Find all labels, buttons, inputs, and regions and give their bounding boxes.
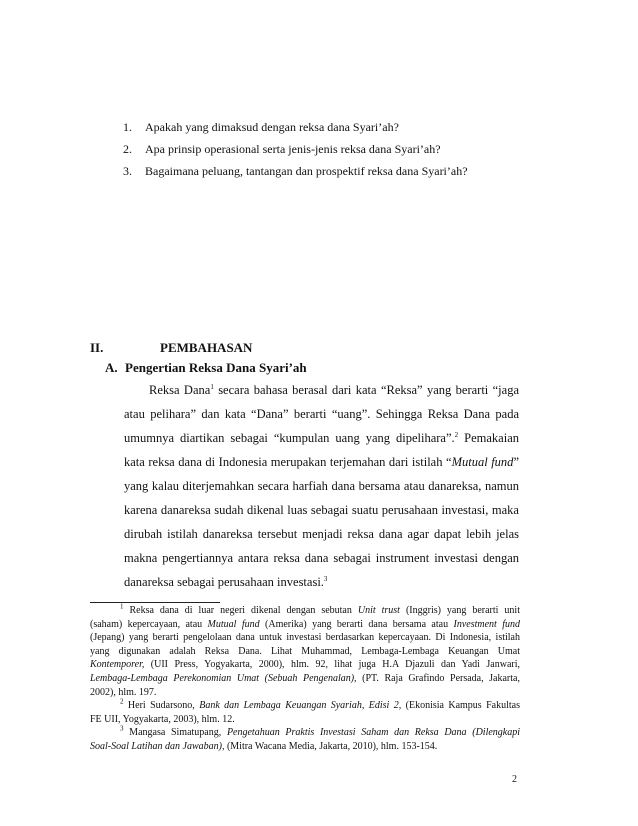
- footnote-number: 3: [120, 725, 124, 734]
- list-text: Bagaimana peluang, tantangan dan prospektif reksa dana Syari’ah?: [145, 164, 468, 178]
- text: umumnya diartikan sebagai “kumpulan uang yang dipelihara”.: [124, 431, 455, 445]
- text: 2002), hlm. 197.: [90, 686, 157, 698]
- text: (PT. Raja Grafindo Persada, Jakarta,: [356, 672, 520, 684]
- text-segment: [90, 672, 520, 686]
- italic-term: Soal-Soal Latihan dan Jawaban),: [90, 740, 225, 752]
- section-title: PEMBAHASAN: [160, 340, 253, 355]
- text: (Amerika) yang berarti dana bersama atau: [259, 618, 454, 630]
- text: (saham) kepercayaan, atau: [90, 618, 208, 630]
- footnote-line: [90, 672, 520, 686]
- text: (UII Press, Yogyakarta, 2000), hlm. 92, lihat juga H.A Djazuli dan Yadi Janwari,: [144, 659, 520, 671]
- text-segment: [120, 604, 520, 618]
- footnote-line: [90, 604, 520, 618]
- italic-term: Mutual fund: [207, 618, 260, 630]
- text: dirubah istilah danareksa tersebut menjadi reksa dana agar dapat lebih jelas: [124, 527, 519, 541]
- text: yang digunakan adalah Reksa Dana. Lihat Muhammad, Lembaga-Lembaga Keuangan Umat: [90, 645, 520, 657]
- paragraph-line: [124, 378, 519, 402]
- subsection-letter: A.: [105, 360, 118, 375]
- text: atau pelihara” dan kata “Dana” berarti “uang”. Sehingga Reksa Dana pada: [124, 407, 519, 421]
- paragraph-line: [124, 474, 519, 498]
- paragraph-line: [124, 570, 519, 594]
- footnote-divider: [90, 602, 220, 603]
- text: FE UII, Yogyakarta, 2003), hlm. 12.: [90, 713, 235, 725]
- text: (Jepang) yang berarti pengelolaan dana untuk investasi berdasarkan kepercayaan. Di Indonesia, istilah: [90, 632, 520, 644]
- list-item: [123, 138, 583, 160]
- paragraph-line: [124, 498, 519, 522]
- text: (Ekonisia Kampus Fakultas: [401, 700, 520, 712]
- body-paragraph: [124, 378, 519, 594]
- section-number: II.: [90, 340, 104, 355]
- italic-term: Investment fund: [453, 618, 520, 630]
- text: Pemakaian: [458, 431, 519, 445]
- list-item: [123, 116, 583, 138]
- italic-term: Bank dan Lembaga Keuangan Syariah, Edisi 2,: [199, 700, 402, 712]
- page-number: 2: [512, 774, 517, 785]
- list-number: 2.: [123, 142, 132, 156]
- paragraph-line: [124, 402, 519, 426]
- footnote-line: [90, 713, 520, 727]
- list-number: 3.: [123, 164, 132, 178]
- footnote-line: [90, 645, 520, 659]
- footnote-number: 2: [120, 697, 124, 706]
- footnote-ref: 2: [454, 430, 459, 439]
- text-segment: [120, 699, 520, 713]
- footnote-line: [90, 699, 520, 713]
- list-item: [123, 160, 583, 182]
- text: (Mitra Wacana Media, Jakarta, 2010), hlm. 153-154.: [224, 740, 438, 752]
- text-segment: [124, 570, 327, 594]
- footnote-line: [90, 686, 520, 700]
- text-segment: [90, 740, 437, 754]
- question-list: [123, 116, 583, 182]
- text: (Inggris) yang berarti unit: [399, 605, 520, 616]
- italic-term: Lembaga-Lembaga Perekonomian Umat (Sebuah Pengenalan),: [90, 672, 357, 684]
- list-number: 1.: [123, 120, 132, 134]
- paragraph-line: [124, 450, 519, 474]
- italic-term: Mutual fund: [451, 455, 514, 469]
- text-segment: [90, 618, 520, 632]
- text: yang kalau diterjemahkan secara harfiah dana bersama atau danareksa, namun: [124, 479, 519, 493]
- footnote-line: [90, 658, 520, 672]
- text: kata reksa dana di Indonesia merupakan terjemahan dari istilah “: [124, 455, 452, 469]
- text-segment: [90, 658, 520, 672]
- text-segment: [149, 378, 519, 402]
- footnote-ref: 3: [323, 574, 328, 583]
- text: ”: [513, 455, 519, 469]
- text: Reksa dana di luar negeri dikenal dengan sebutan: [123, 605, 358, 616]
- text: Mangasa Simatupang,: [123, 727, 227, 739]
- italic-term: Unit trust: [357, 605, 400, 616]
- text: karena danareksa sudah dikenal luas sebagai suatu perusahaan investasi, maka: [124, 503, 519, 517]
- text: danareksa sebagai perusahaan investasi.: [124, 575, 324, 589]
- subsection-title: Pengertian Reksa Dana Syari’ah: [125, 360, 307, 375]
- paragraph-line: [124, 522, 519, 546]
- footnotes: [90, 604, 520, 754]
- text-segment: [124, 426, 519, 450]
- paragraph-line: [124, 546, 519, 570]
- text: Heri Sudarsono,: [123, 700, 200, 712]
- text-segment: [124, 450, 519, 474]
- paragraph-line: [124, 426, 519, 450]
- text: Reksa Dana: [149, 383, 211, 397]
- italic-term: Pengetahuan Praktis Investasi Saham dan Reksa Dana (Dilengkapi: [226, 727, 521, 739]
- section-heading: [90, 340, 252, 356]
- list-text: Apakah yang dimaksud dengan reksa dana Syari’ah?: [145, 120, 399, 134]
- italic-term: Kontemporer,: [90, 659, 145, 671]
- text: secara bahasa berasal dari kata “Reksa” yang berarti “jaga: [213, 383, 520, 397]
- footnote-line: [90, 726, 520, 740]
- subsection-heading: [105, 360, 307, 376]
- list-text: Apa prinsip operasional serta jenis-jenis reksa dana Syari’ah?: [145, 142, 441, 156]
- text: makna pengertiannya antara reksa dana sebagai instrument investasi dengan: [124, 551, 519, 565]
- footnote-line: [90, 740, 520, 754]
- footnote-number: 1: [120, 602, 124, 611]
- text-segment: [120, 726, 520, 740]
- footnote-line: [90, 631, 520, 645]
- footnote-ref: 1: [210, 382, 214, 391]
- footnote-line: [90, 618, 520, 632]
